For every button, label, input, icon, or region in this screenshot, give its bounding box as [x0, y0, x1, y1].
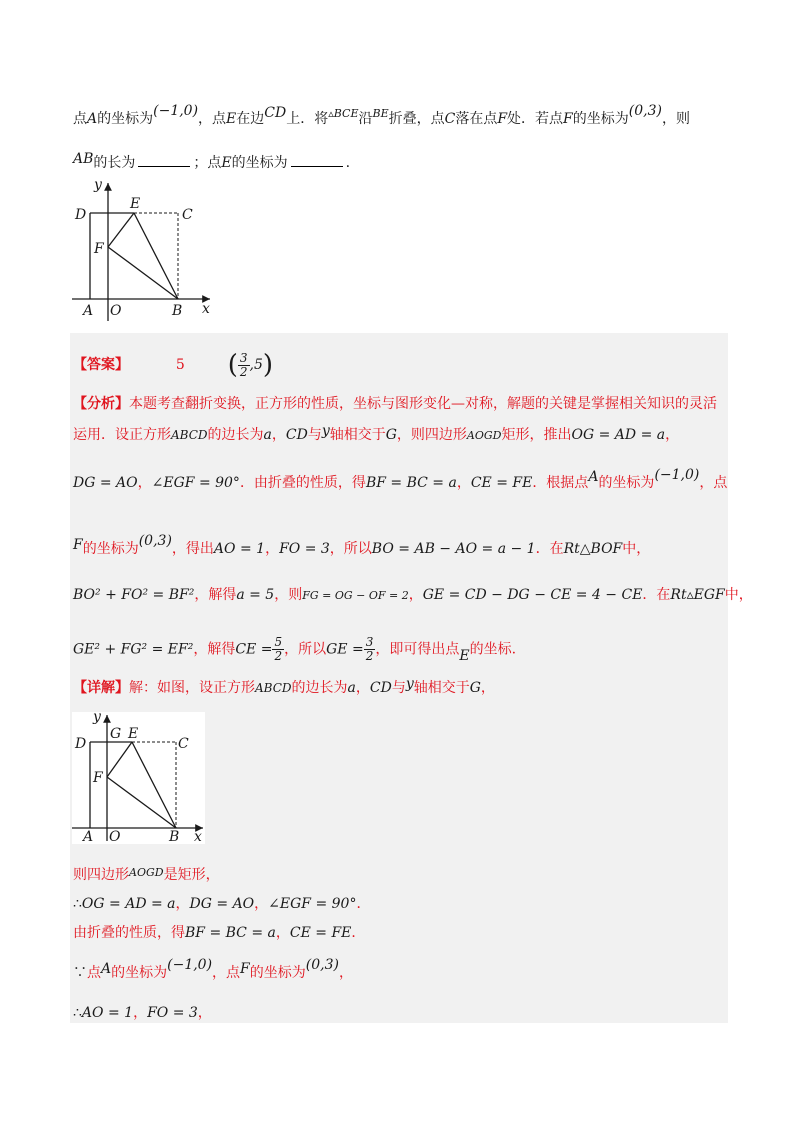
segment-EB — [134, 213, 178, 299]
label-O: O — [110, 303, 122, 319]
question-line-1 — [73, 103, 690, 128]
label-y: y — [94, 177, 102, 193]
math-BE: BE — [372, 107, 389, 120]
math-F: F — [497, 111, 508, 127]
answer-value-1: 5 — [175, 357, 185, 373]
detail-line-4: 由折叠的性质，得BF = BC = a，CE = FE． — [73, 925, 366, 941]
text: 折叠，点 — [388, 111, 445, 127]
label-F: F — [94, 241, 104, 257]
label-D: D — [75, 207, 87, 223]
detail-line-3: ∴OG = AD = a，DG = AO，∠EGF = 90°． — [73, 896, 371, 912]
segment-EB — [132, 742, 176, 828]
label-E: E — [130, 196, 141, 212]
label-G: G — [110, 726, 122, 742]
math-F: F — [563, 111, 573, 127]
math-CD: CD — [264, 105, 287, 121]
analysis-line-5: BO² + FO² = BF²，解得a = 5，则FG = OG − OF = 2，GE = CD − DG − CE = 4 − CE．在Rt▵EGF中， — [73, 587, 753, 603]
text: 沿 — [358, 111, 373, 127]
detail-tag: 【详解】 — [73, 680, 129, 696]
analysis-line-1 — [73, 393, 717, 413]
label-O: O — [109, 829, 121, 845]
text: 的坐标为 — [231, 155, 288, 171]
label-F: F — [93, 770, 103, 786]
label-x: x — [202, 301, 210, 317]
analysis-line-3: DG = AO，∠EGF = 90°．由折叠的性质，得BF = BC = a，CE = FE．根据点A的坐标为(−1,0)，点 — [73, 467, 728, 491]
label-C: C — [182, 207, 193, 223]
math-C: C — [444, 111, 456, 127]
label-E: E — [128, 726, 139, 742]
text: 的长为 — [93, 155, 136, 171]
text: 落在点 — [455, 111, 498, 127]
answer-blank-2[interactable] — [291, 154, 343, 167]
detail-line-2: 则四边形$^{AOGD}$是矩形， — [73, 866, 220, 883]
text: 本题考查翻折变换，正方形的性质，坐标与图形变化—对称，解题的关键是掌握相关知识的灵活 — [129, 396, 717, 412]
math-triangle-BCE: ▵BCE — [328, 107, 359, 120]
figure-solution — [70, 705, 210, 845]
text: ，则 — [661, 111, 690, 127]
label-B: B — [169, 829, 180, 845]
answer-tag: 【答案】 — [73, 357, 129, 373]
detail-line-6: ∴AO = 1，FO = 3， — [73, 1005, 212, 1021]
detail-line-1: 【详解】解：如图，设正方形ABCD的边长为a，CD与y轴相交于G， — [73, 676, 495, 696]
coord-F: (0,3) — [628, 103, 662, 119]
label-B: B — [172, 303, 183, 319]
text: ；点 — [193, 155, 222, 171]
segment-FB — [108, 247, 178, 299]
analysis-line-6: GE² + FG² = EF²，解得CE = $\frac{5}{2}$ ，所以GE = $\frac{3}{2}$ ，即可得出点E的坐标. — [73, 635, 517, 664]
analysis-line-4: F的坐标为(0,3)，得出AO = 1，FO = 3，所以BO = AB − AO = a − 1．在Rt△BOF中， — [73, 533, 651, 557]
answer-value-2-rest: ,5 — [249, 357, 263, 373]
text: 在边 — [236, 111, 265, 127]
text: 处．若点 — [507, 111, 564, 127]
text: 的坐标为 — [97, 111, 154, 127]
math-A: A — [87, 111, 98, 127]
label-y: y — [93, 709, 101, 725]
text: 点 — [73, 111, 87, 127]
label-D: D — [75, 736, 87, 752]
analysis-line-2: 运用．设正方形ABCD的边长为a，CD与y轴相交于G，则四边形AOGD矩形，推出OG = AD = a， — [73, 423, 680, 443]
label-A: A — [83, 303, 94, 319]
text: . — [345, 155, 351, 171]
answer-blank-1[interactable] — [138, 154, 190, 167]
detail-line-5: ∵点A的坐标为(−1,0)，点F的坐标为(0,3)， — [73, 957, 353, 981]
label-C: C — [178, 736, 189, 752]
text: ，点 — [198, 111, 227, 127]
segment-FB — [107, 777, 176, 828]
label-x: x — [194, 829, 202, 845]
math-E: E — [221, 155, 232, 171]
text: 上．将 — [286, 111, 329, 127]
label-A: A — [83, 829, 94, 845]
segment-FE — [108, 213, 134, 247]
text: 的坐标为 — [572, 111, 629, 127]
math-E: E — [226, 111, 237, 127]
answer-fraction: $\frac{3}{2}$ — [239, 350, 248, 379]
question-line-2 — [73, 152, 350, 172]
coord-A: (−1,0) — [153, 103, 199, 119]
answer-line: 【答案】 5 ( $\frac{3}{2}$ ,5) — [73, 350, 274, 380]
analysis-tag: 【分析】 — [73, 396, 129, 412]
figure-question — [70, 175, 220, 325]
math-AB: AB — [73, 151, 94, 167]
segment-FE — [107, 742, 132, 777]
